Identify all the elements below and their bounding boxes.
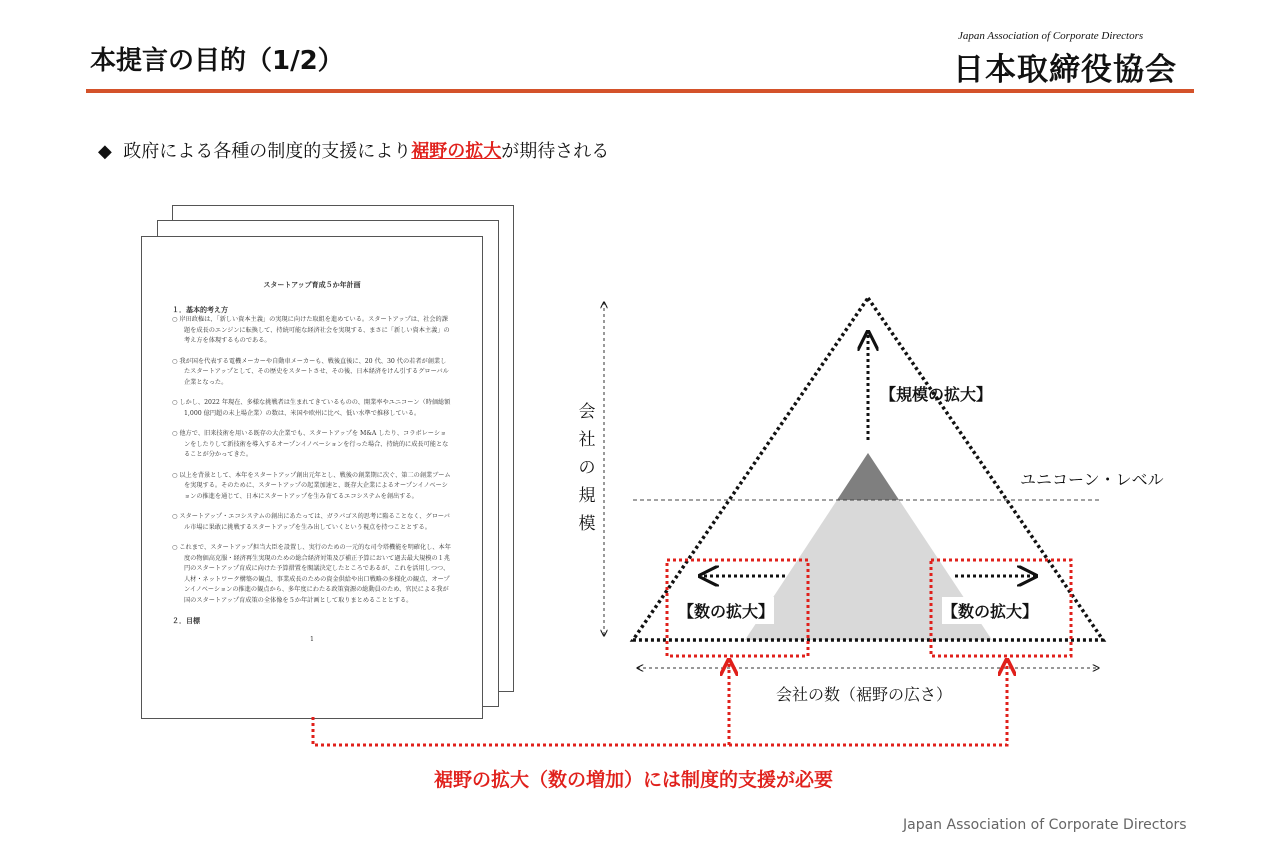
document-paragraph: ○ 以上を背景として、本年をスタートアップ創出元年とし、戦後の創業期に次ぐ、第二の創業ブームを実現する。そのために、スタートアップの起業加速と、既存大企業によるオープンイノベーションの推進を通じて、日本にスタートアップを生み育てるエコシステムを創出する。 bbox=[172, 471, 452, 503]
document-section-heading: ２．目標 bbox=[172, 616, 200, 625]
document-page-number: 1 bbox=[310, 635, 314, 643]
axis-char: 規 bbox=[578, 486, 596, 506]
axis-char: 模 bbox=[578, 514, 596, 534]
diamond-icon: ◆ bbox=[98, 141, 112, 162]
axis-char: 会 bbox=[578, 402, 596, 422]
vertical-axis-label bbox=[577, 398, 597, 538]
document-paragraph: ○ 岸田政権は、「新しい資本主義」の実現に向けた取組を進めている。スタートアップは、社会的課題を成長のエンジンに転換して、持続可能な経済社会を実現する、まさに「新しい資本主義」の考え方を体現するものである。 bbox=[172, 315, 452, 347]
unicorn-level-label: ユニコーン・レベル bbox=[1020, 470, 1164, 489]
bullet-text: 政府による各種の制度的支援により bbox=[123, 141, 412, 162]
footer: Japan Association of Corporate Directors bbox=[903, 817, 1187, 833]
document-paragraph: ○ スタートアップ・エコシステムの創出にあたっては、ガラパゴス的思考に陥ることなく、グローバル市場に果敢に挑戦するスタートアップを生み出していくという視点を持つこととする。 bbox=[172, 512, 452, 533]
axis-char: 社 bbox=[578, 430, 596, 450]
count-left-label: 【数の拡大】 bbox=[678, 597, 774, 624]
scale-up-label: 【規模の拡大】 bbox=[880, 385, 993, 404]
document-paragraph: ○ 我が国を代表する電機メーカーや自動車メーカーも、戦後直後に、20 代、30 代の若者が創業したスタートアップとして、その歴史をスタートさせ、その後、日本経済をけん引するグローバル企業となった。 bbox=[172, 357, 452, 389]
bullet-suffix: が期待される bbox=[501, 141, 610, 162]
horizontal-axis-label: 会社の数（裾野の広さ） bbox=[772, 682, 956, 705]
document-paragraph: ○ 他方で、旧来技術を用いる既存の大企業でも、スタートアップを M&A したり、コラボレーションをしたりして新技術を導入するオープンイノベーションを行った場合、持続的に成長可能となることが分かってきた。 bbox=[172, 429, 452, 461]
axis-char: の bbox=[578, 458, 596, 478]
count-right-label: 【数の拡大】 bbox=[942, 597, 1038, 624]
bullet-highlight: 裾野の拡大 bbox=[411, 141, 502, 162]
document-paragraph: ○ これまで、スタートアップ担当大臣を設置し、実行のための一元的な司令塔機能を明確化し、本年度の物価高克服・経済再生実現のための総合経済対策及び補正予算において過去最大規模の１兆円のスタートアップ育成に向けた予算措置を閣議決定したところであるが、これを活用しつつ、人材・ネットワーク構築の観点、事業成長のための資金供給や出口戦略の多様化の観点、オープンイノベーションの推進の観点から、多年度にわたる政策資源の総動員のため、官民による我が国のスタートアップ育成策の全体像を５か年計画として取りまとめることとする。 bbox=[172, 543, 452, 606]
document-title: スタートアップ育成５か年計画 bbox=[263, 280, 361, 289]
page-title: 本提言の目的（1/2） bbox=[90, 46, 344, 76]
document-paragraph: ○ しかし、2022 年現在、多様な挑戦者は生まれてきているものの、開業率やユニコーン（時価総額 1,000 億円超の未上場企業）の数は、米国や欧州に比べ、低い水準で推移している。 bbox=[172, 398, 452, 419]
caption: 裾野の拡大（数の増加）には制度的支援が必要 bbox=[434, 769, 834, 791]
document-section-heading: １．基本的考え方 bbox=[172, 304, 228, 314]
logo-japanese: 日本取締役協会 bbox=[953, 52, 1177, 88]
logo-english: Japan Association of Corporate Directors bbox=[958, 30, 1144, 42]
unicorn-tip bbox=[837, 453, 899, 500]
